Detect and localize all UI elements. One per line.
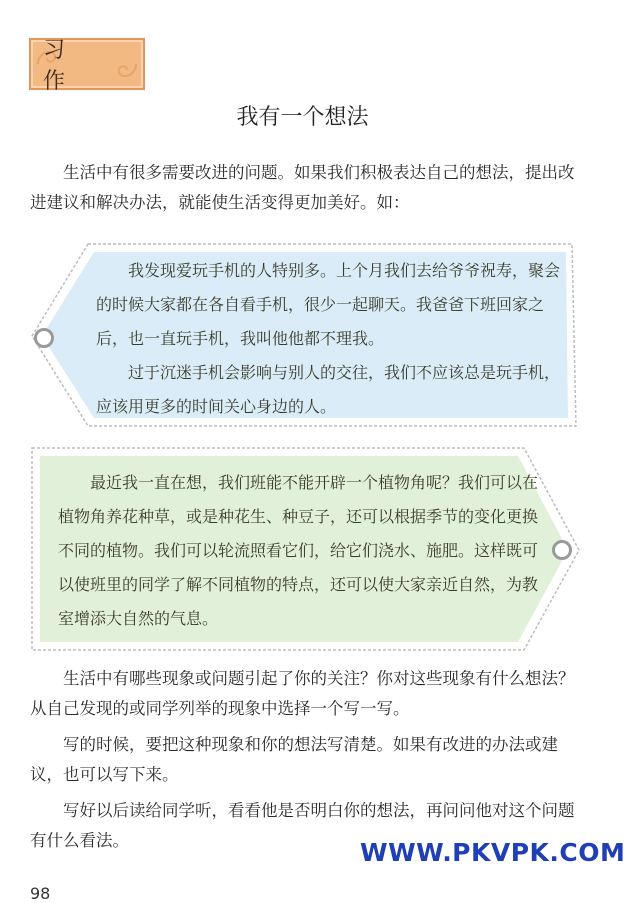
example-1-paragraph-1: 我发现爱玩手机的人特别多。上个月我们去给爷爷祝寿，聚会的时候大家都在各自看手机，很少一起聊天。我爸爸下班回家之后，也一直玩手机，我叫他他都不理我。 bbox=[96, 261, 561, 348]
example-card-1-text bbox=[96, 254, 566, 424]
example-1-paragraph-2: 过于沉迷手机会影响与别人的交往，我们不应该总是玩手机，应该用更多的时间关心身边的人。 bbox=[96, 363, 561, 416]
example-card-2 bbox=[28, 444, 583, 654]
tag-ring-icon bbox=[552, 540, 572, 560]
instruction-paragraph-2: 写的时候，要把这种现象和你的想法写清楚。如果有改进的办法或建议，也可以写下来。 bbox=[30, 735, 558, 784]
watermark: WWW.PKVPK.COM bbox=[360, 838, 626, 867]
example-2-paragraph-1: 最近我一直在想，我们班能不能开辟一个植物角呢？我们可以在植物角养花种草，或是种花生、种豆子，还可以根据季节的变化更换不同的植物。我们可以轮流照看它们，给它们浇水、施肥。这样既可以使班里的同学了解不同植物的特点，还可以使大家亲近自然，为教室增添大自然的气息。 bbox=[58, 473, 539, 628]
intro-paragraph: 生活中有很多需要改进的问题。如果我们积极表达自己的想法，提出改进建议和解决办法，就能使生活变得更加美好。如： bbox=[30, 163, 575, 212]
page-number: 98 bbox=[30, 884, 51, 903]
section-tag bbox=[29, 38, 145, 94]
example-card-1 bbox=[28, 240, 580, 430]
instruction-paragraph-1: 生活中有哪些现象或问题引起了你的关注？你对这些现象有什么想法？从自己发现的或同学列举的现象中选择一个写一写。 bbox=[30, 669, 575, 718]
section-tag-label: 习 作 bbox=[43, 38, 84, 94]
example-card-2-text bbox=[58, 466, 540, 636]
page-title: 我有一个想法 bbox=[236, 105, 369, 130]
tag-ring-icon bbox=[34, 328, 54, 348]
instruction-paragraph-3: 写好以后读给同学听，看看他是否明白你的想法，再问问他对这个问题有什么看法。 bbox=[30, 801, 575, 850]
